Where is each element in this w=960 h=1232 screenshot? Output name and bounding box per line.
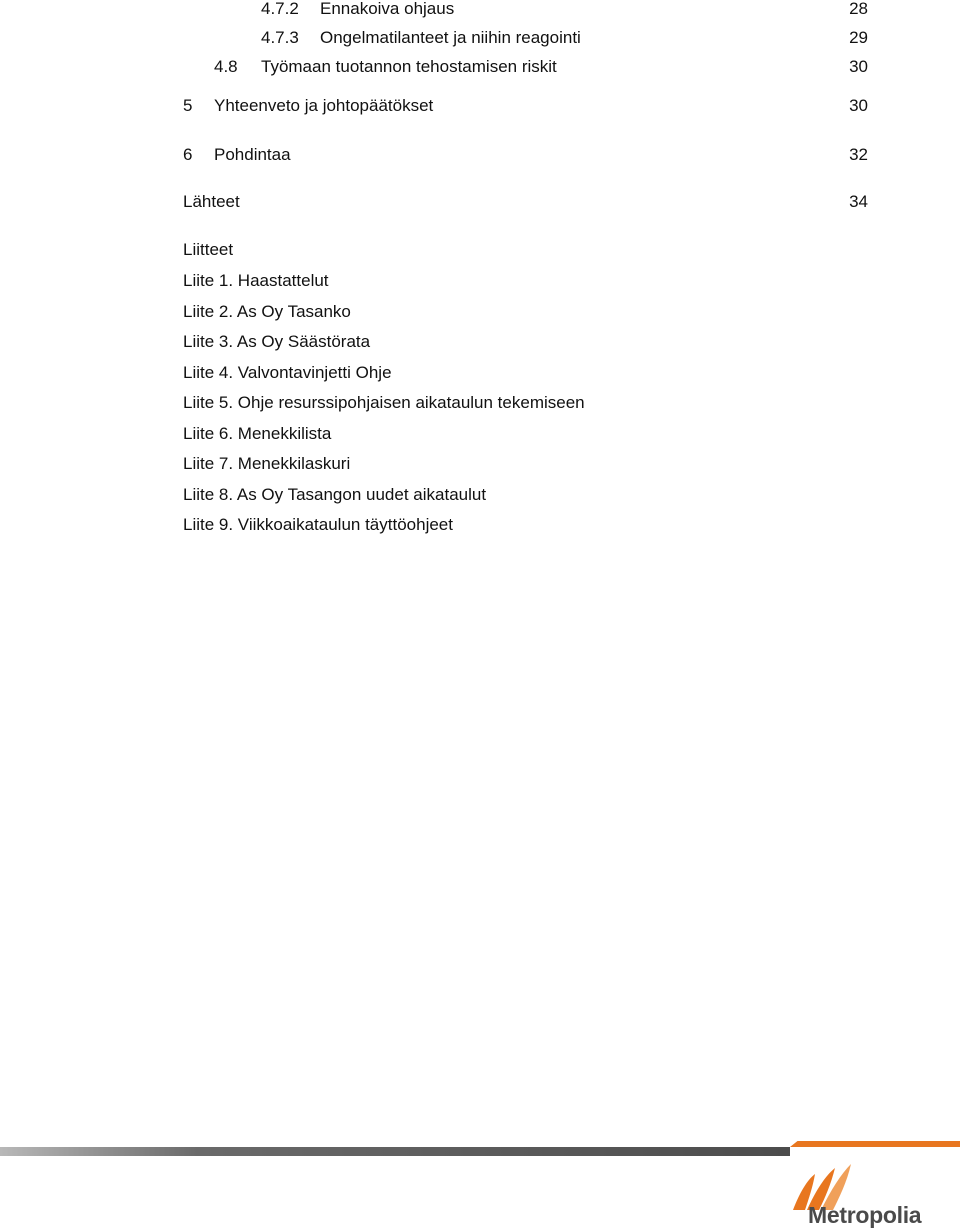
toc-page: 28 [849, 0, 868, 18]
toc-number: 4.7.2 [261, 0, 299, 18]
appendix-item[interactable]: Liite 9. Viikkoaikataulun täyttöohjeet [183, 515, 453, 534]
appendix-item[interactable]: Liite 2. As Oy Tasanko [183, 302, 351, 321]
footer-orange-bar [790, 1141, 960, 1147]
logo-wordmark: Metropolia [808, 1202, 922, 1228]
toc-page: 30 [849, 57, 868, 76]
toc-title: Ennakoiva ohjaus [320, 0, 455, 18]
toc-entry-lahteet[interactable] [0, 190, 960, 214]
toc-page: 32 [849, 145, 868, 164]
appendix-item[interactable]: Liite 7. Menekkilaskuri [183, 454, 351, 473]
toc-entry-5[interactable] [0, 94, 960, 118]
footer-gray-bar [0, 1147, 790, 1156]
toc-entry-6[interactable] [0, 143, 960, 167]
appendices-heading: Liitteet [183, 240, 234, 259]
appendix-item[interactable]: Liite 1. Haastattelut [183, 271, 329, 290]
appendix-item[interactable]: Liite 5. Ohje resurssipohjaisen aikataulun tekemiseen [183, 393, 585, 412]
toc-number: 4.7.3 [261, 28, 299, 47]
toc-title: Yhteenveto ja johtopäätökset [214, 96, 434, 115]
toc-number: 4.8 [214, 57, 238, 76]
toc-title: Työmaan tuotannon tehostamisen riskit [261, 57, 557, 76]
toc-page: 30 [849, 96, 868, 115]
toc-number: 6 [183, 145, 193, 164]
appendix-item[interactable]: Liite 6. Menekkilista [183, 424, 332, 443]
toc-entry-4-8[interactable] [0, 55, 960, 79]
toc-title: Pohdintaa [214, 145, 291, 164]
toc-number: 5 [183, 96, 193, 115]
toc-title: Lähteet [183, 192, 240, 211]
toc-page: 29 [849, 28, 868, 47]
appendix-item[interactable]: Liite 8. As Oy Tasangon uudet aikataulut [183, 485, 487, 504]
toc-title: Ongelmatilanteet ja niihin reagointi [320, 28, 581, 47]
toc-entry-4-7-3[interactable] [0, 26, 960, 50]
appendix-item[interactable]: Liite 3. As Oy Säästörata [183, 332, 371, 351]
appendix-item[interactable]: Liite 4. Valvontavinjetti Ohje [183, 363, 392, 382]
toc-entry-4-7-2[interactable] [0, 0, 960, 21]
toc-page: 34 [849, 192, 868, 211]
